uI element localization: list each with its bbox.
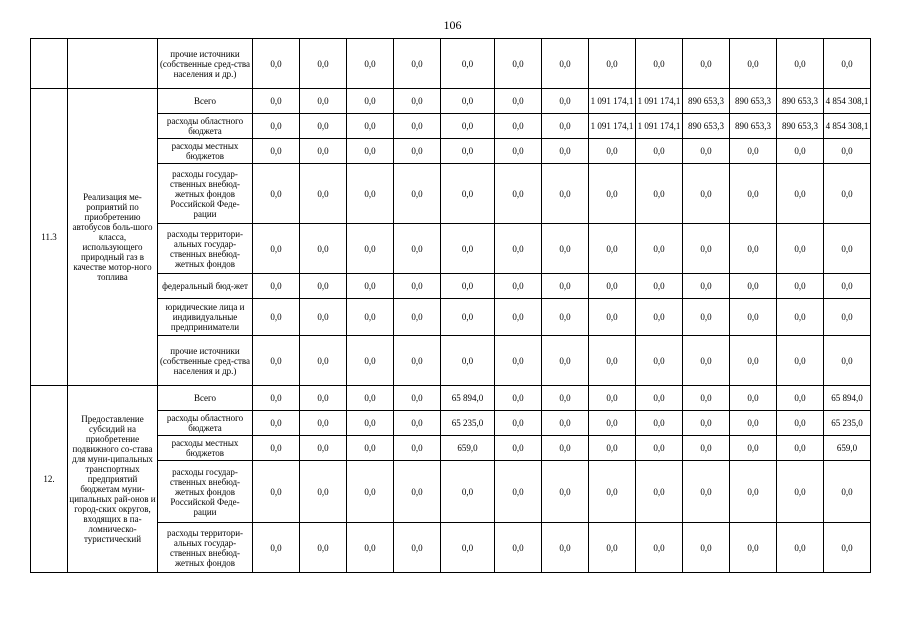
value-cell: 1 091 174,1 (636, 114, 683, 139)
value-cell: 0,0 (441, 164, 495, 224)
value-cell: 0,0 (777, 39, 824, 89)
value-cell: 0,0 (730, 386, 777, 411)
value-cell: 659,0 (824, 436, 871, 461)
value-cell: 0,0 (777, 411, 824, 436)
value-cell: 0,0 (542, 89, 589, 114)
funding-source-cell: юридические лица и индивидуальные предприниматели (158, 299, 253, 336)
value-cell: 0,0 (683, 274, 730, 299)
value-cell: 0,0 (777, 224, 824, 274)
value-cell: 0,0 (589, 386, 636, 411)
item-number-cell (31, 39, 68, 89)
table-row (31, 89, 871, 114)
value-cell: 0,0 (636, 39, 683, 89)
value-cell: 0,0 (253, 523, 300, 573)
value-cell: 0,0 (300, 139, 347, 164)
value-cell: 0,0 (495, 461, 542, 523)
value-cell: 0,0 (730, 39, 777, 89)
value-cell: 0,0 (824, 39, 871, 89)
value-cell: 0,0 (589, 274, 636, 299)
value-cell: 0,0 (777, 523, 824, 573)
value-cell: 0,0 (347, 411, 394, 436)
value-cell: 65 235,0 (441, 411, 495, 436)
value-cell: 0,0 (441, 224, 495, 274)
value-cell: 0,0 (441, 336, 495, 386)
value-cell: 0,0 (441, 139, 495, 164)
value-cell: 0,0 (636, 523, 683, 573)
value-cell: 0,0 (495, 39, 542, 89)
value-cell: 0,0 (441, 523, 495, 573)
value-cell: 0,0 (394, 224, 441, 274)
value-cell: 0,0 (347, 386, 394, 411)
value-cell: 0,0 (495, 89, 542, 114)
value-cell: 0,0 (730, 224, 777, 274)
value-cell: 0,0 (824, 299, 871, 336)
budget-table (30, 38, 871, 573)
value-cell: 0,0 (730, 523, 777, 573)
value-cell: 0,0 (347, 224, 394, 274)
value-cell: 890 653,3 (777, 89, 824, 114)
item-number-cell: 11.3 (31, 89, 68, 386)
value-cell: 0,0 (300, 39, 347, 89)
value-cell: 0,0 (347, 523, 394, 573)
value-cell: 0,0 (253, 139, 300, 164)
value-cell: 0,0 (253, 274, 300, 299)
value-cell: 0,0 (394, 436, 441, 461)
funding-source-cell: расходы местных бюджетов (158, 139, 253, 164)
value-cell: 0,0 (589, 523, 636, 573)
value-cell: 0,0 (683, 299, 730, 336)
value-cell: 0,0 (495, 436, 542, 461)
value-cell: 0,0 (636, 336, 683, 386)
value-cell: 0,0 (824, 224, 871, 274)
value-cell: 0,0 (394, 39, 441, 89)
value-cell: 0,0 (542, 461, 589, 523)
value-cell: 0,0 (730, 139, 777, 164)
value-cell: 0,0 (394, 89, 441, 114)
value-cell: 0,0 (441, 114, 495, 139)
value-cell: 0,0 (636, 436, 683, 461)
value-cell: 0,0 (253, 164, 300, 224)
value-cell: 0,0 (589, 461, 636, 523)
value-cell: 0,0 (300, 89, 347, 114)
value-cell: 0,0 (824, 523, 871, 573)
value-cell: 0,0 (495, 114, 542, 139)
funding-source-cell: расходы государ-ственных внебюд-жетных фондов Российской Феде-рации (158, 461, 253, 523)
value-cell: 0,0 (495, 274, 542, 299)
table-row (31, 39, 871, 89)
value-cell: 890 653,3 (777, 114, 824, 139)
value-cell: 0,0 (347, 164, 394, 224)
value-cell: 0,0 (441, 299, 495, 336)
value-cell: 0,0 (300, 436, 347, 461)
value-cell: 0,0 (441, 89, 495, 114)
value-cell: 0,0 (824, 274, 871, 299)
value-cell: 0,0 (777, 139, 824, 164)
value-cell: 0,0 (636, 274, 683, 299)
funding-source-cell: расходы территори-альных государ-ственных внебюд-жетных фондов (158, 523, 253, 573)
value-cell: 0,0 (495, 164, 542, 224)
value-cell: 0,0 (636, 139, 683, 164)
value-cell: 0,0 (300, 336, 347, 386)
value-cell: 0,0 (777, 461, 824, 523)
value-cell: 0,0 (394, 411, 441, 436)
value-cell: 4 854 308,1 (824, 89, 871, 114)
value-cell: 0,0 (300, 523, 347, 573)
value-cell: 0,0 (253, 386, 300, 411)
value-cell: 1 091 174,1 (589, 89, 636, 114)
value-cell: 0,0 (542, 523, 589, 573)
value-cell: 0,0 (495, 224, 542, 274)
funding-source-cell: расходы территори-альных государ-ственных внебюд-жетных фондов (158, 224, 253, 274)
value-cell: 65 235,0 (824, 411, 871, 436)
value-cell: 0,0 (777, 386, 824, 411)
value-cell: 0,0 (730, 299, 777, 336)
value-cell: 0,0 (542, 299, 589, 336)
value-cell: 0,0 (824, 139, 871, 164)
value-cell: 0,0 (347, 299, 394, 336)
value-cell: 0,0 (589, 164, 636, 224)
value-cell: 0,0 (683, 139, 730, 164)
funding-source-cell: расходы областного бюджета (158, 411, 253, 436)
funding-source-cell: прочие источники (собственные сред-ства населения и др.) (158, 39, 253, 89)
activity-name-cell (68, 39, 158, 89)
value-cell: 0,0 (441, 461, 495, 523)
value-cell: 0,0 (253, 461, 300, 523)
value-cell: 0,0 (730, 164, 777, 224)
value-cell: 890 653,3 (683, 114, 730, 139)
funding-source-cell: федеральный бюд-жет (158, 274, 253, 299)
value-cell: 1 091 174,1 (636, 89, 683, 114)
value-cell: 0,0 (824, 336, 871, 386)
funding-source-cell: расходы государ-ственных внебюд-жетных фондов Российской Феде-рации (158, 164, 253, 224)
value-cell: 0,0 (636, 411, 683, 436)
value-cell: 0,0 (542, 139, 589, 164)
value-cell: 65 894,0 (824, 386, 871, 411)
value-cell: 0,0 (300, 274, 347, 299)
value-cell: 0,0 (253, 224, 300, 274)
value-cell: 0,0 (394, 523, 441, 573)
item-number-cell: 12. (31, 386, 68, 573)
value-cell: 0,0 (824, 164, 871, 224)
value-cell: 0,0 (394, 164, 441, 224)
value-cell: 0,0 (636, 386, 683, 411)
value-cell: 0,0 (683, 386, 730, 411)
value-cell: 0,0 (542, 114, 589, 139)
value-cell: 0,0 (394, 336, 441, 386)
value-cell: 0,0 (253, 299, 300, 336)
value-cell: 0,0 (495, 336, 542, 386)
value-cell: 0,0 (636, 164, 683, 224)
value-cell: 0,0 (300, 114, 347, 139)
value-cell: 0,0 (683, 336, 730, 386)
value-cell: 0,0 (394, 299, 441, 336)
value-cell: 0,0 (542, 274, 589, 299)
value-cell: 0,0 (394, 114, 441, 139)
value-cell: 0,0 (683, 39, 730, 89)
value-cell: 0,0 (636, 224, 683, 274)
value-cell: 0,0 (441, 39, 495, 89)
value-cell: 0,0 (253, 114, 300, 139)
value-cell: 0,0 (441, 274, 495, 299)
funding-source-cell: Всего (158, 89, 253, 114)
value-cell: 0,0 (542, 436, 589, 461)
value-cell: 0,0 (347, 336, 394, 386)
value-cell: 0,0 (253, 436, 300, 461)
value-cell: 0,0 (683, 411, 730, 436)
value-cell: 0,0 (730, 336, 777, 386)
value-cell: 0,0 (542, 39, 589, 89)
value-cell: 890 653,3 (730, 114, 777, 139)
value-cell: 0,0 (542, 164, 589, 224)
value-cell: 0,0 (777, 164, 824, 224)
value-cell: 0,0 (589, 411, 636, 436)
value-cell: 0,0 (777, 336, 824, 386)
value-cell: 0,0 (730, 274, 777, 299)
table-body (31, 39, 871, 573)
value-cell: 0,0 (347, 274, 394, 299)
value-cell: 0,0 (300, 299, 347, 336)
value-cell: 0,0 (347, 39, 394, 89)
value-cell: 0,0 (589, 436, 636, 461)
funding-source-cell: Всего (158, 386, 253, 411)
value-cell: 0,0 (347, 114, 394, 139)
value-cell: 0,0 (777, 436, 824, 461)
value-cell: 0,0 (589, 224, 636, 274)
value-cell: 0,0 (347, 139, 394, 164)
value-cell: 0,0 (636, 299, 683, 336)
value-cell: 0,0 (589, 299, 636, 336)
value-cell: 0,0 (347, 436, 394, 461)
value-cell: 0,0 (253, 89, 300, 114)
value-cell: 0,0 (495, 386, 542, 411)
value-cell: 0,0 (777, 299, 824, 336)
value-cell: 0,0 (589, 39, 636, 89)
value-cell: 0,0 (495, 523, 542, 573)
value-cell: 0,0 (495, 139, 542, 164)
value-cell: 0,0 (253, 39, 300, 89)
value-cell: 0,0 (683, 164, 730, 224)
value-cell: 0,0 (777, 274, 824, 299)
funding-source-cell: расходы областного бюджета (158, 114, 253, 139)
value-cell: 0,0 (589, 336, 636, 386)
value-cell: 1 091 174,1 (589, 114, 636, 139)
value-cell: 0,0 (824, 461, 871, 523)
value-cell: 0,0 (542, 224, 589, 274)
activity-name-cell: Предоставление субсидий на приобретение подвижного со-става для муни-ципальных транспортных предприятий бюджетам муни-ципальных рай-онов и город-ских округов, входящих в па-ломническо-туристический (68, 386, 158, 573)
value-cell: 0,0 (542, 336, 589, 386)
value-cell: 65 894,0 (441, 386, 495, 411)
value-cell: 0,0 (300, 224, 347, 274)
funding-source-cell: расходы местных бюджетов (158, 436, 253, 461)
value-cell: 0,0 (730, 411, 777, 436)
value-cell: 0,0 (542, 411, 589, 436)
value-cell: 0,0 (730, 436, 777, 461)
activity-name-cell: Реализация ме-роприятий по приобретению автобусов боль-шого класса, использующего природный газ в качестве мотор-ного топлива (68, 89, 158, 386)
value-cell: 0,0 (683, 224, 730, 274)
value-cell: 0,0 (394, 139, 441, 164)
value-cell: 890 653,3 (683, 89, 730, 114)
value-cell: 0,0 (300, 461, 347, 523)
value-cell: 0,0 (253, 336, 300, 386)
value-cell: 0,0 (636, 461, 683, 523)
value-cell: 0,0 (542, 386, 589, 411)
value-cell: 0,0 (495, 299, 542, 336)
funding-source-cell: прочие источники (собственные сред-ства населения и др.) (158, 336, 253, 386)
value-cell: 659,0 (441, 436, 495, 461)
value-cell: 0,0 (683, 436, 730, 461)
value-cell: 0,0 (394, 386, 441, 411)
value-cell: 0,0 (683, 523, 730, 573)
value-cell: 0,0 (730, 461, 777, 523)
value-cell: 0,0 (253, 411, 300, 436)
value-cell: 0,0 (347, 89, 394, 114)
value-cell: 4 854 308,1 (824, 114, 871, 139)
value-cell: 0,0 (300, 386, 347, 411)
value-cell: 0,0 (300, 164, 347, 224)
value-cell: 0,0 (394, 461, 441, 523)
value-cell: 0,0 (300, 411, 347, 436)
value-cell: 0,0 (589, 139, 636, 164)
page-number: 106 (443, 18, 462, 32)
value-cell: 0,0 (495, 411, 542, 436)
table-row (31, 386, 871, 411)
value-cell: 890 653,3 (730, 89, 777, 114)
value-cell: 0,0 (394, 274, 441, 299)
value-cell: 0,0 (347, 461, 394, 523)
value-cell: 0,0 (683, 461, 730, 523)
